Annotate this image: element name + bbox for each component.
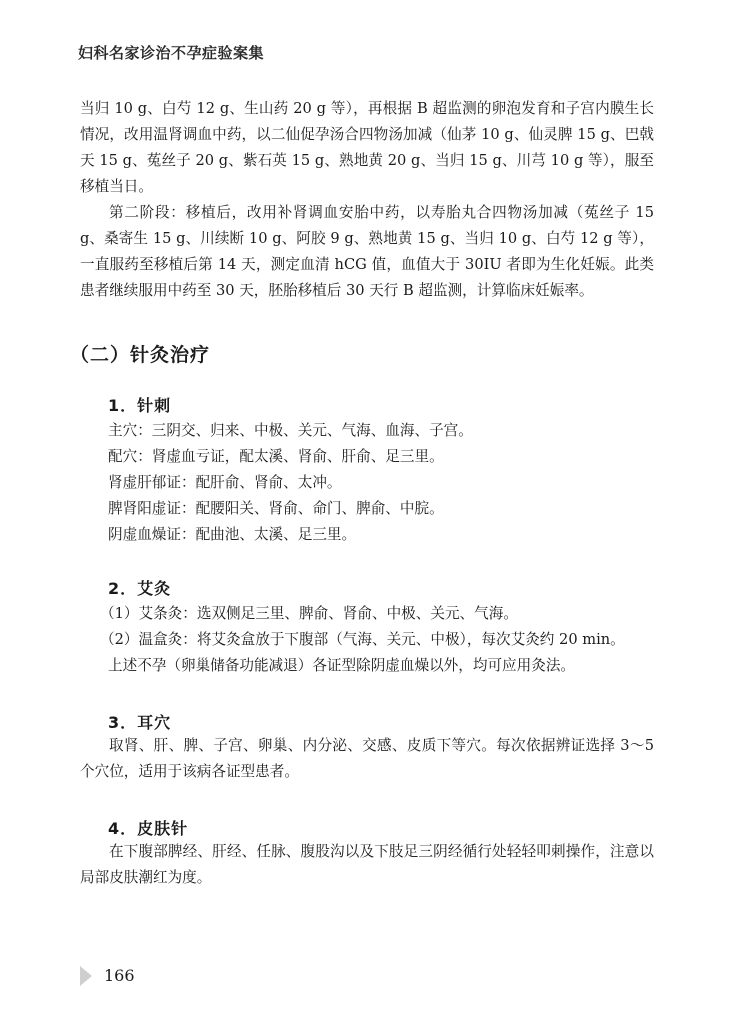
running-header: 妇科名家诊治不孕症验案集 [78,44,265,62]
list-item: 主穴：三阴交、归来、中极、关元、气海、血海、子宫。 [108,422,473,439]
list-item: （1）艾条灸：选双侧足三里、脾俞、肾俞、中极、关元、气海。 [100,605,518,622]
subsection-title-ear: 3．耳穴 [108,713,172,732]
section-title: （二）针灸治疗 [70,344,211,366]
intro-text [80,96,654,304]
subsection-title-skin: 4．皮肤针 [108,819,189,838]
subsection-title-moxibustion: 2．艾灸 [108,579,172,598]
list-item: 肾虚肝郁证：配肝俞、肾俞、太冲。 [108,474,342,491]
list-item: 阴虚血燥证：配曲池、太溪、足三里。 [108,526,357,543]
paragraph: 第二阶段：移植后，改用补肾调血安胎中药，以寿胎丸合四物汤加减（菟丝子 15 g、桑寄生 15 g、川续断 10 g、阿胶 9 g、熟地黄 15 g、当归 10 g、白芍 12 g 等），一直服药至移植后第 14 天，测定血清 hCG 值，血值大于 30IU 者即为生化妊娠。此类患者继续服用中药至 30 天，胚胎移植后 30 天行 B 超监测，计算临床妊娠率。 [80,204,654,299]
list-item: 配穴：肾虚血亏证，配太溪、肾俞、肝俞、足三里。 [108,448,444,465]
page-number: 166 [104,966,135,985]
paragraph: 在下腹部脾经、肝经、任脉、腹股沟以及下肢足三阴经循行处轻轻叩刺操作，注意以局部皮肤潮红为度。 [80,843,654,886]
list-item: 上述不孕（卵巢储备功能减退）各证型除阴虚血燥以外，均可应用灸法。 [108,657,576,674]
paragraph: 当归 10 g、白芍 12 g、生山药 20 g 等），再根据 B 超监测的卵泡发育和子宫内膜生长情况，改用温肾调血中药，以二仙促孕汤合四物汤加减（仙茅 10 g、仙灵脾 15 g、巴戟天 15 g、菟丝子 20 g、紫石英 15 g、熟地黄 20 g、当归 15 g、川芎 10 g 等），服至移植当日。 [80,100,654,195]
list-item: 脾肾阳虚证：配腰阳关、肾俞、命门、脾俞、中脘。 [108,500,444,517]
list-item: （2）温盒灸：将艾灸盒放于下腹部（气海、关元、中极），每次艾灸约 20 min。 [100,631,625,648]
subsection-title-acupuncture: 1．针刺 [108,396,172,415]
page-marker-icon [80,966,92,986]
paragraph: 取肾、肝、脾、子宫、卵巢、内分泌、交感、皮质下等穴。每次依据辨证选择 3～5 个穴位，适用于该病各证型患者。 [80,737,654,780]
